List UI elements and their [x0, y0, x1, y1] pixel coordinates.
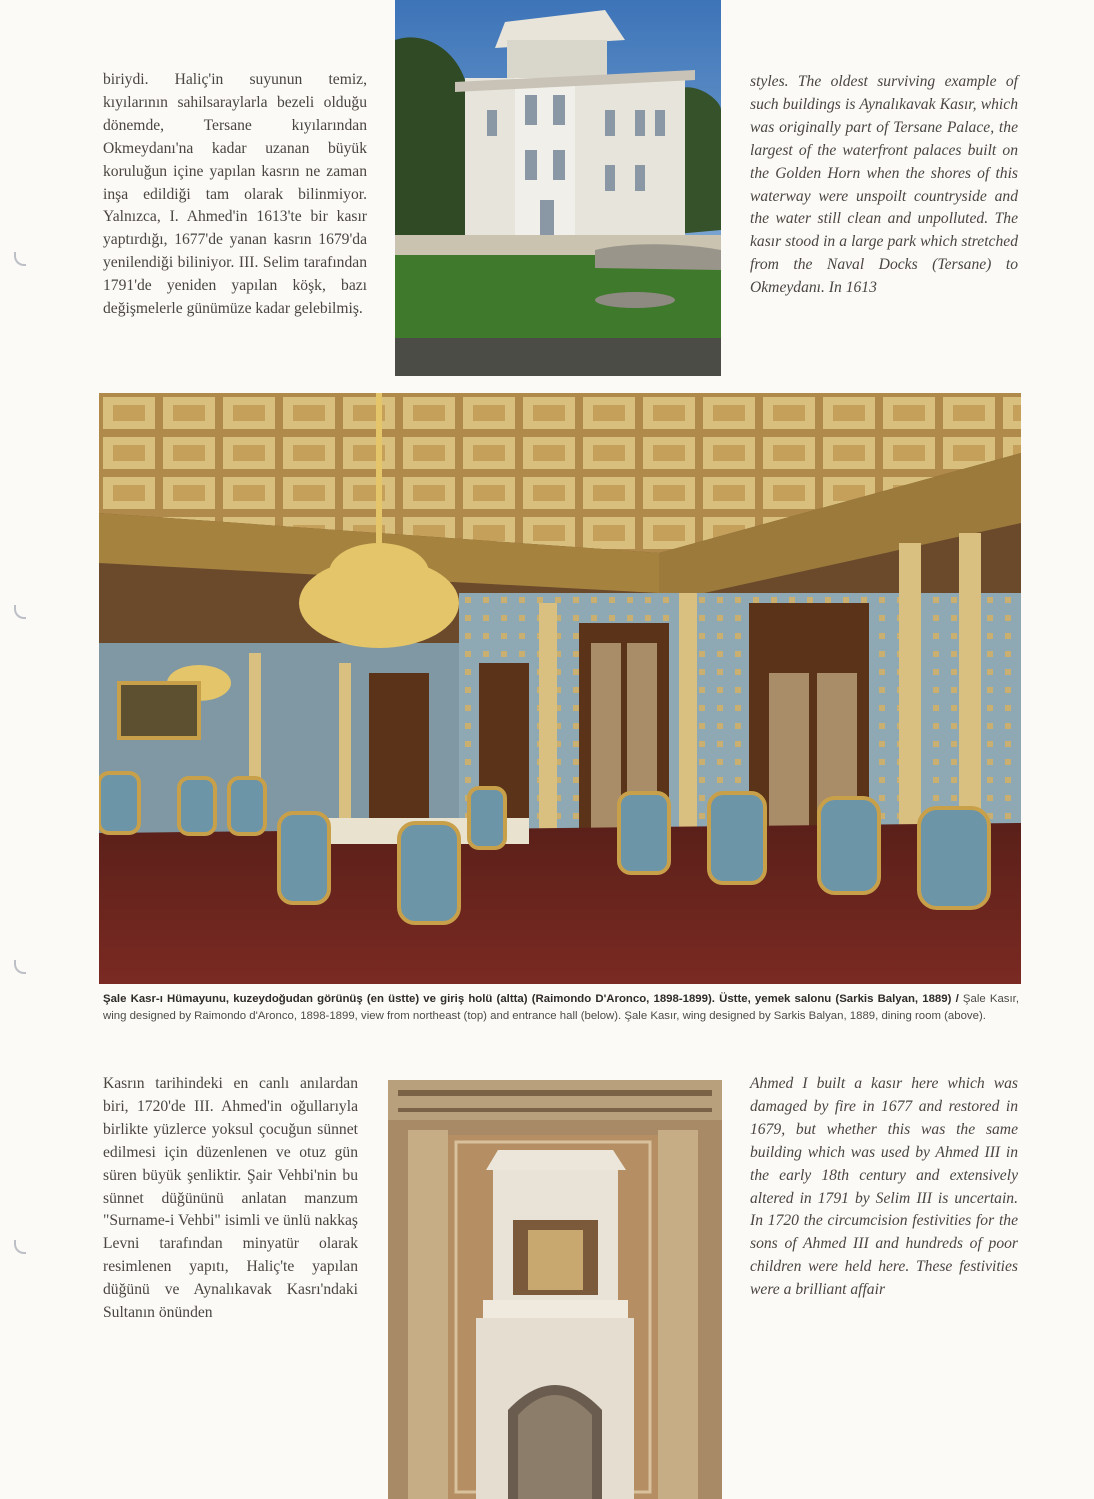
dining-hall-photo: [99, 393, 1021, 984]
caption-english: Şale Kasır, wing designed by Raimondo d'Aronco, 1898-1899, view from northeast (top) and entrance hall (below). Şale Kasır, wing designed by Sarkis Balyan, 1889, dining room (above).: [103, 993, 1019, 1022]
binder-hole-mark: [14, 960, 26, 974]
photo-caption: [103, 991, 1019, 1024]
palace-exterior-photo: [395, 0, 721, 376]
caption-separator: /: [951, 993, 963, 1005]
turkish-text-bottom: Kasrın tarihindeki en canlı anılardan biri, 1720'de III. Ahmed'in oğullarıyla birlikte yüzlerce yoksul çocuğun sünnet edilmesi için düzenlenen ve otuz gün süren büyük şenliktir. Şair Vehbi'nin bu sünnet düğününü anlatan manzum "Surname-i Vehbi" isimli ve ünlü nakkaş Levni tarafından minyatür olarak resimlenen yapıtı, Haliç'te yapılan düğünü ve Aynalıkavak Kasrı'ndaki Sultanın önünden: [103, 1075, 358, 1322]
binder-hole-mark: [14, 605, 26, 619]
english-text-bottom: Ahmed I built a kasır here which was damaged by fire in 1677 and restored in 1679, but whether this was the same building which was used by Ahmed III in the early 18th century and extensively altered in 1791 by Selim III is uncertain. In 1720 the circumcision festivities for the sons of Ahmed III and hundreds of poor children were held here. These festivities were a brilliant affair: [750, 1075, 1018, 1299]
caption-turkish: Şale Kasr-ı Hümayunu, kuzeydoğudan görünüş (en üstte) ve giriş holü (altta) (Raimondo D'Aronco, 1898-1899). Üstte, yemek salonu (Sarkis Balyan, 1889): [103, 993, 952, 1005]
binder-hole-mark: [14, 252, 26, 266]
english-text-top: styles. The oldest surviving example of such buildings is Aynalıkavak Kasır, which was originally part of Tersane Palace, the largest of the waterfront palaces built on the Golden Horn when the shores of this waterway were unspoilt countryside and the water still clean and unpolluted. The kasır stood in a large park which stretched from the Naval Docks (Tersane) to Okmeydanı. In 1613: [750, 73, 1018, 297]
marble-fireplace-photo: [388, 1080, 722, 1499]
turkish-text-top: biriydi. Haliç'in suyunun temiz, kıyılarının sahilsaraylarla bezeli olduğu dönemde, Tersane kıyılarından Okmeydanı'na kadar uzanan büyük koruluğun içine yapılan kasrın ne zaman inşa edildiği tam olarak bilinmiyor. Yalnızca, I. Ahmed'in 1613'te bir kasır yaptırdığı, 1677'de yanan kasrın 1679'da yenilendiği biliniyor. III. Selim tarafından 1791'de yeniden yapılan köşk, bazı değişmelerle günümüze kadar gelebilmiş.: [103, 71, 367, 318]
binder-hole-mark: [14, 1240, 26, 1254]
